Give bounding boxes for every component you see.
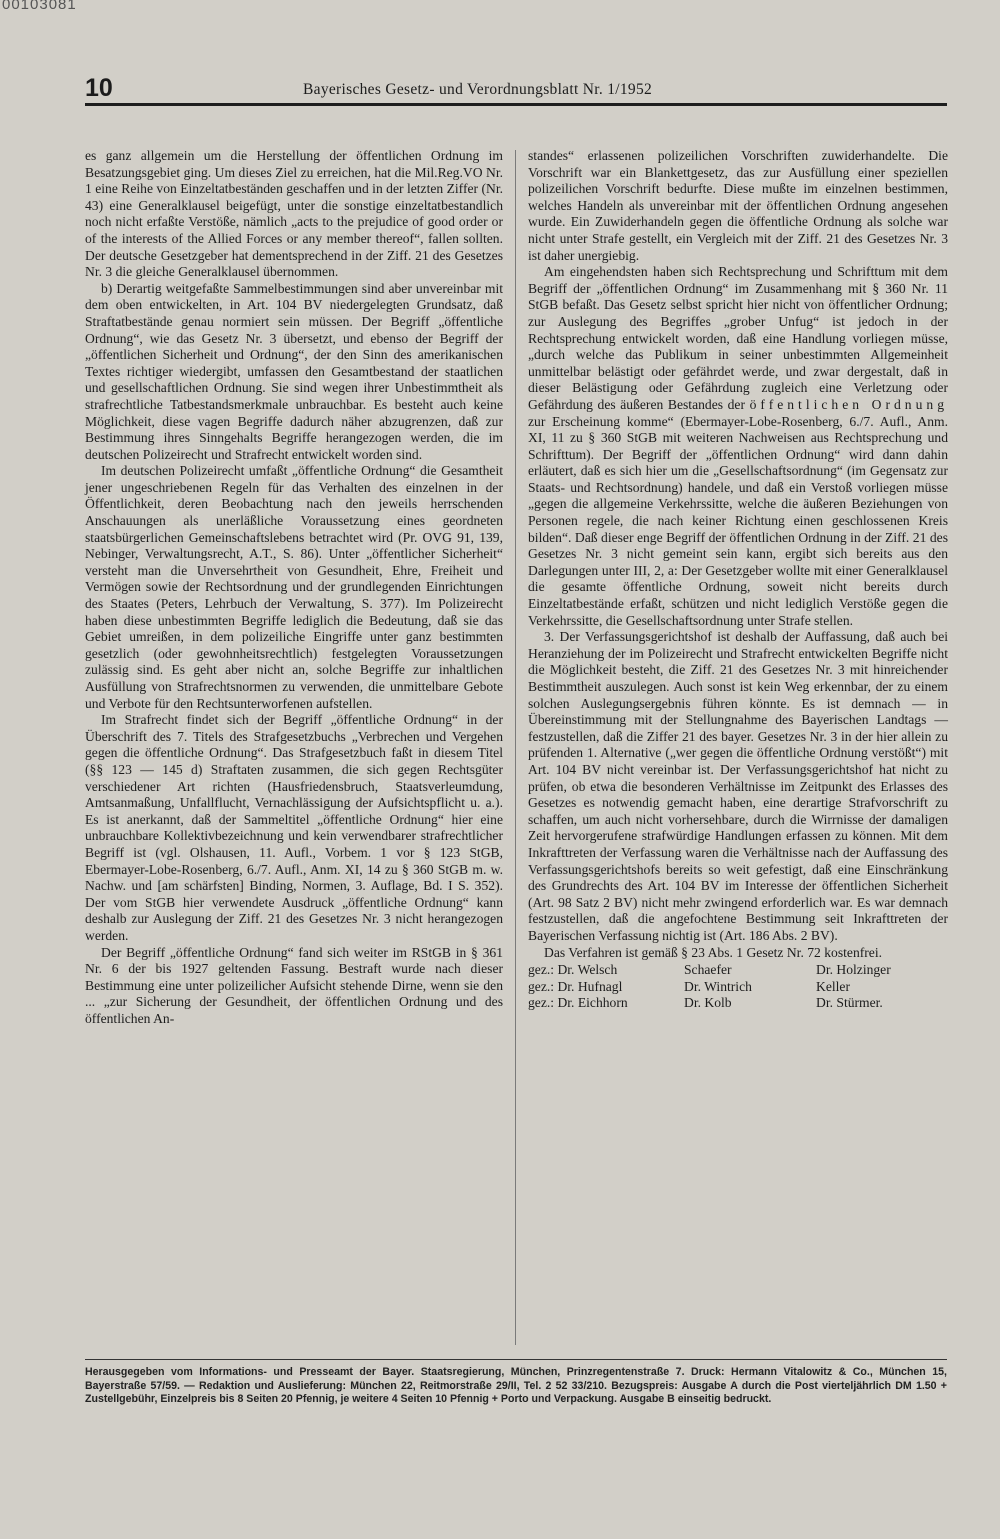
- paragraph-text: Am eingehendsten haben sich Rechtsprechung und Schrifttum mit dem Begriff der „öffentlichen Ordnung“ im Zusammenhang mit § 360 Nr. 11 StGB befaßt. Das Gesetz selbst spricht hier nicht von öffentlicher Ordnung; zur Auslegung des Begriffes „grober Unfug“ ist jedoch in der Rechtsprechung entwickelt worden, daß eine Handlung vorliegen müsse, „durch welche das Publikum in seiner unbestimmten Allgemeinheit unmittelbar belästigt oder gefährdet werde, und zwar dergestalt, daß in dieser Belästigung oder Gefährdung zugleich eine Verletzung oder Gefährdung des äußeren Bestandes der: [528, 264, 948, 412]
- right-column: [528, 148, 948, 1012]
- paragraph: [528, 264, 948, 629]
- page-number: 10: [85, 74, 113, 102]
- footer-rule: [85, 1359, 947, 1360]
- running-head: Bayerisches Gesetz- und Verordnungsblatt Nr. 1/1952: [303, 81, 653, 98]
- signature-row: [528, 995, 948, 1012]
- spaced-emphasis: öffentlichen Ordnung: [749, 396, 948, 412]
- paragraph-text: zur Erscheinung komme“ (Ebermayer-Lobe-Rosenberg, 6./7. Aufl., Anm. XI, 11 zu § 360 StGB mit weiteren Nachweisen aus Rechtsprechung und Schrifttum). Der Begriff der „öffentlichen Ordnung“ wird dann dahin erläutert, daß es sich hier um die „Gesellschaftsordnung“ (im Gegensatz zur Staats- und Rechtsordnung) handele, und daß ein Verstoß vorliegen müsse „gegen die allgemeine Verkehrssitte, welche die äußeren Beziehungen von Personen regele, die nach keiner Richtung einen geschlossenen Kreis bilden“. Daß dieser enge Begriff der öffentlichen Ordnung in der Ziff. 21 des Gesetzes Nr. 3 nicht gemeint sein kann, ergibt sich bereits aus den Darlegungen unter III, 2, a: Der Gesetzgeber wollte mit einer Generalklausel die gesamte öffentliche Ordnung, soweit nicht bereits durch Einzeltatbestände erfaßt, schützen und nicht lediglich Verstöße gegen die Verkehrssitte, die Gesellschaftsordnung unter Strafe stellen.: [528, 413, 948, 628]
- signature: Dr. Stürmer.: [816, 995, 883, 1011]
- scan-id: 00103081: [2, 0, 77, 13]
- paragraph: standes“ erlassenen polizeilichen Vorschriften zuwiderhandelte. Die Vorschrift war ein Blankettgesetz, das zur Ausfüllung einer speziellen polizeilichen Vorschrift bedurfte. Diese mußte im einzelnen bestimmen, welches Handeln als unvereinbar mit der öffentlichen Ordnung angesehen wurde. Ein Zuwiderhandeln gegen die öffentliche Ordnung als solche war nicht unter Strafe gestellt, ein Vergleich mit der Ziff. 21 des Gesetzes Nr. 3 ist daher unergiebig.: [528, 148, 948, 263]
- paragraph: Der Begriff „öffentliche Ordnung“ fand sich weiter im RStGB in § 361 Nr. 6 der bis 1927 geltenden Fassung. Bestraft wurde nach dieser Bestimmung eine unter polizeilicher Aufsicht stehende Dirne, wenn sie den ... „zur Sicherung der Gesundheit, der öffentlichen Ordnung und des öffentlichen An-: [85, 944, 503, 1026]
- page-header: [85, 74, 950, 104]
- signature: Dr. Kolb: [684, 995, 732, 1011]
- imprint-footer: Herausgegeben vom Informations- und Presseamt der Bayer. Staatsregierung, München, Prinzregentenstraße 7. Druck: Hermann Vitalowitz & Co., München 15, Bayerstraße 57/59. — Redaktion und Auslieferung: München 22, Reitmorstraße 29/II, Tel. 2 52 33/210. Bezugspreis: Ausgabe A durch die Post vierteljährlich DM 1.50 + Zustellgebühr, Einzelpreis bis 8 Seiten 20 Pfennig, je weitere 4 Seiten 10 Pfennig + Porto und Verpackung. Ausgabe B einseitig bedruckt.: [85, 1366, 947, 1405]
- paragraph: 3. Der Verfassungsgerichtshof ist deshalb der Auffassung, daß auch bei Heranziehung der im Polizeirecht und Strafrecht entwickelten Begriffe nicht die Möglichkeit besteht, die Ziff. 21 des Gesetzes Nr. 3 mit hinreichender Bestimmtheit auszulegen. Auch sonst ist kein Weg erkennbar, der zu einem solchen Auslegungsergebnis führen könnte. Es ist demnach — in Übereinstimmung mit der Stellungnahme des Bayerischen Landtags — festzustellen, daß die Ziffer 21 des bayer. Gesetzes Nr. 3 in der hier allein zu prüfenden 1. Alternative („wer gegen die öffentliche Ordnung verstößt“) mit Art. 104 BV nicht vereinbar ist. Der Verfassungsgerichtshof hat nicht zu prüfen, ob etwa die besonderen Verhältnisse im Zeitpunkt des Erlasses des Gesetzes es notwendig gemacht haben, eine derartige Strafvorschrift zu schaffen, um auch nicht vorhersehbare, durch die Wirrnisse der damaligen Zeit hervorgerufene strafwürdige Handlungen erfassen zu können. Mit dem Inkrafttreten der Verfassung waren die Verhältnisse nach der Auffassung des Verfassungsgerichtshofs bereits so weit gefestigt, daß eine Einschränkung des Grundrechts des Art. 104 BV im Interesse der öffentlichen Sicherheit (Art. 98 Satz 2 BV) nicht mehr zwingend erforderlich war. Es war demnach festzustellen, daß die angefochtene Bestimmung seit Inkrafttreten der Bayerischen Verfassung nichtig ist (Art. 186 Abs. 2 BV).: [528, 629, 948, 943]
- signature-row: [528, 962, 948, 979]
- signature: gez.: Dr. Hufnagl: [528, 978, 623, 994]
- signature-block: [528, 962, 948, 1012]
- column-divider: [515, 150, 516, 1345]
- signature: Schaefer: [684, 962, 732, 978]
- header-rule: [85, 103, 947, 106]
- signature: gez.: Dr. Eichhorn: [528, 995, 628, 1011]
- signature-row: [528, 979, 948, 996]
- signature: Dr. Wintrich: [684, 978, 752, 994]
- paragraph: Im Strafrecht findet sich der Begriff „öffentliche Ordnung“ in der Überschrift des 7. Titels des Strafgesetzbuchs „Verbrechen und Vergehen gegen die öffentliche Ordnung“. Das Strafgesetzbuch faßt in diesem Titel (§§ 123 — 145 d) Straftaten zusammen, die sich gegen Rechtsgüter verschiedener Art richten (Hausfriedensbruch, Staatsverleumdung, Amtsanmaßung, Unfallflucht, Vernachlässigung der Aufsichtspflicht u. a.). Es ist anerkannt, daß der Sammeltitel „öffentliche Ordnung“ hier eine unbrauchbare Kollektivbezeichnung und kein verwendbarer strafrechtlicher Begriff ist (vgl. Olshausen, 11. Aufl., Vorbem. 1 vor § 123 StGB, Ebermayer-Lobe-Rosenberg, 6./7. Aufl., Anm. XI, 14 zu § 360 StGB m. w. Nachw. und [am schärfsten] Binding, Normen, 3. Auflage, Bd. I S. 352). Der vom StGB hier verwendete Ausdruck „öffentliche Ordnung“ kann deshalb zur Auslegung der Ziff. 21 des Gesetzes Nr. 3 nicht herangezogen werden.: [85, 712, 503, 943]
- paragraph: Das Verfahren ist gemäß § 23 Abs. 1 Gesetz Nr. 72 kostenfrei.: [544, 944, 883, 960]
- signature: gez.: Dr. Welsch: [528, 962, 618, 978]
- signature: Dr. Holzinger: [816, 962, 891, 978]
- paragraph: b) Derartig weitgefaßte Sammelbestimmungen sind aber unvereinbar mit dem oben entwickelten, in Art. 104 BV niedergelegten Grundsatz, daß Straftatbestände genau normiert sein müssen. Der Begriff „öffentliche Ordnung“, wie das Gesetz Nr. 3 übersetzt, und ebenso der Begriff der „öffentlichen Sicherheit und Ordnung“, der den Sinn des amerikanischen Textes richtiger wiedergibt, umfassen den Gesamtbestand der staatlichen und gesellschaftlichen Ordnung. Sie sind wegen ihrer Unbestimmtheit als strafrechtliche Tatbestandsmerkmale unbrauchbar. Es besteht auch keine Möglichkeit, diese vagen Begriffe dadurch näher abzugrenzen, daß zur Bestimmung ihres Sinngehalts Begriffe herangezogen werden, die im deutschen Polizeirecht und Strafrecht entwickelt worden sind.: [85, 280, 503, 462]
- signature: Keller: [816, 978, 850, 994]
- paragraph: es ganz allgemein um die Herstellung der öffentlichen Ordnung im Besatzungsgebiet ging. Um dieses Ziel zu erreichen, hat die Mil.Reg.VO Nr. 1 eine Reihe von Einzeltatbeständen geschaffen und in der letzten Ziffer (Nr. 43) eine Generalklausel beigefügt, unter die sonstige einzeltatbestandlich noch nicht erfaßte Verstöße, nämlich „acts to the prejudice of good order or of the interests of the Allied Forces or any member thereof“, fallen sollten. Der deutsche Gesetzgeber hat dementsprechend in der Ziff. 21 des Gesetzes Nr. 3 die gleiche Generalklausel übernommen.: [85, 148, 503, 280]
- left-column: [85, 148, 503, 1027]
- paragraph: Im deutschen Polizeirecht umfaßt „öffentliche Ordnung“ die Gesamtheit jener ungeschriebenen Regeln für das Verhalten des einzelnen in der Öffentlichkeit, deren Beobachtung nach den jeweils herrschenden Anschauungen als unerläßliche Voraussetzung eines geordneten staatsbürgerlichen Gemeinschaftslebens betrachtet wird (Pr. OVG 91, 139, Nebinger, Verwaltungsrecht, A.T., S. 86). Unter „öffentlicher Sicherheit“ versteht man die Unversehrtheit von Gesundheit, Ehre, Freiheit und Vermögen sowie der Rechtsordnung und der grundlegenden Einrichtungen des Staates (Peters, Lehrbuch der Verwaltung, S. 377). Im Polizeirecht haben diese unbestimmten Begriffe lediglich die Bedeutung, daß sie das Gebiet umreißen, in dem polizeiliche Eingriffe unter ganz bestimmten gesetzlich (oder gewohnheitsrechtlich) festgelegten Voraussetzungen zulässig sind. Es geht aber nicht an, solche Begriffe zur inhaltlichen Ausfüllung von Strafrechtsnormen zu verwenden, die unmittelbare Gebote und Verbote für den Rechtsunterworfenen aufstellen.: [85, 463, 503, 711]
